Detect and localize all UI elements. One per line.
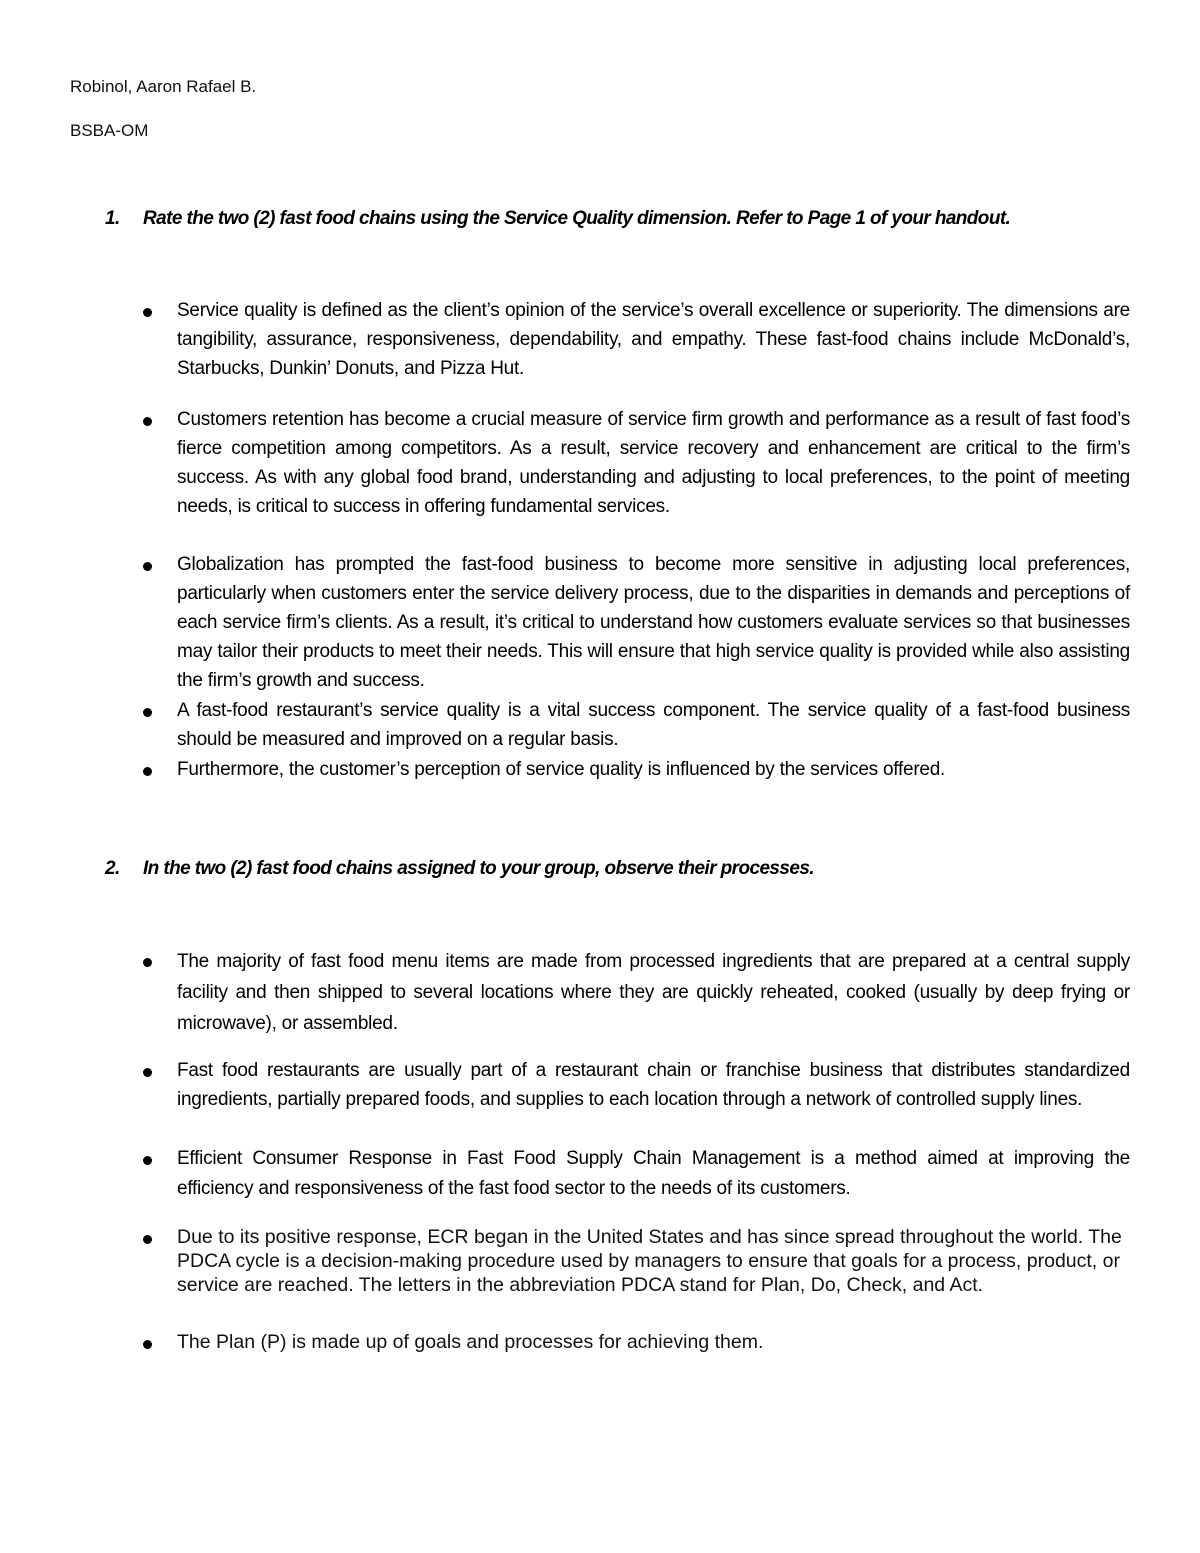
bullet-icon xyxy=(143,562,152,571)
bullet-text: Customers retention has become a crucial measure of service firm growth and performance as a result of fast food’s fierce competition among competitors. As a result, service recovery and enhancement are critical to the firm’s success. As with any global food brand, understanding and adjusting to local preferences, to the point of meeting needs, is critical to success in offering fundamental services. xyxy=(177,409,1130,517)
bullet-text: Service quality is defined as the client’s opinion of the service’s overall excellence or superiority. The dimensions are tangibility, assurance, responsiveness, dependability, and empathy. These fast-food chains include McDonald’s, Starbucks, Dunkin’ Donuts, and Pizza Hut. xyxy=(177,300,1130,379)
author-name: Robinol, Aaron Rafael B. xyxy=(70,77,257,96)
bullet-icon xyxy=(143,308,152,317)
bullet-text: The majority of fast food menu items are made from processed ingredients that are prepared at a central supply facility and then shipped to several locations where they are quickly reheated, cooked (usually by deep frying or microwave), or assembled. xyxy=(177,951,1130,1034)
question-1-text: Rate the two (2) fast food chains using the Service Quality dimension. Refer to Page 1 of your handout. xyxy=(143,208,1011,229)
bullet-text: Globalization has prompted the fast-food business to become more sensitive in adjusting local preferences, particularly when customers enter the service delivery process, due to the disparities in demands and perceptions of each service firm’s clients. As a result, it’s critical to understand how customers evaluate services so that businesses may tailor their products to meet their needs. This will ensure that high service quality is provided while also assisting the firm’s growth and success. xyxy=(177,554,1130,691)
bullet-text: Due to its positive response, ECR began in the United States and has since spread throughout the world. The PDCA cycle is a decision-making procedure used by managers to ensure that goals for a process, product, or service are reached. The letters in the abbreviation PDCA stand for Plan, Do, Check, and Act. xyxy=(177,1226,1122,1296)
question-2-heading xyxy=(105,857,1145,881)
question-2-number: 2. xyxy=(105,858,120,879)
bullet-icon xyxy=(143,958,152,967)
program-name: BSBA-OM xyxy=(70,121,149,140)
question-1-number: 1. xyxy=(105,208,120,229)
question-1-heading xyxy=(105,207,1145,231)
bullet-text: Fast food restaurants are usually part of a restaurant chain or franchise business that distributes standardized ingredients, partially prepared foods, and supplies to each location through a network of controlled supply lines. xyxy=(177,1060,1130,1110)
bullet-icon xyxy=(143,1156,152,1165)
question-2-text: In the two (2) fast food chains assigned to your group, observe their processes. xyxy=(143,858,814,879)
bullet-text: Efficient Consumer Response in Fast Food Supply Chain Management is a method aimed at improving the efficiency and responsiveness of the fast food sector to the needs of its customers. xyxy=(177,1148,1130,1199)
bullet-icon xyxy=(143,1235,152,1244)
bullet-icon xyxy=(143,708,152,717)
bullet-text: A fast-food restaurant’s service quality is a vital success component. The service quality of a fast-food business should be measured and improved on a regular basis. xyxy=(177,700,1130,750)
bullet-icon xyxy=(143,417,152,426)
bullet-icon xyxy=(143,1068,152,1077)
bullet-text: Furthermore, the customer’s perception of service quality is influenced by the services offered. xyxy=(177,759,946,780)
bullet-icon xyxy=(143,767,152,776)
bullet-icon xyxy=(143,1340,152,1349)
bullet-text: The Plan (P) is made up of goals and processes for achieving them. xyxy=(177,1331,764,1353)
